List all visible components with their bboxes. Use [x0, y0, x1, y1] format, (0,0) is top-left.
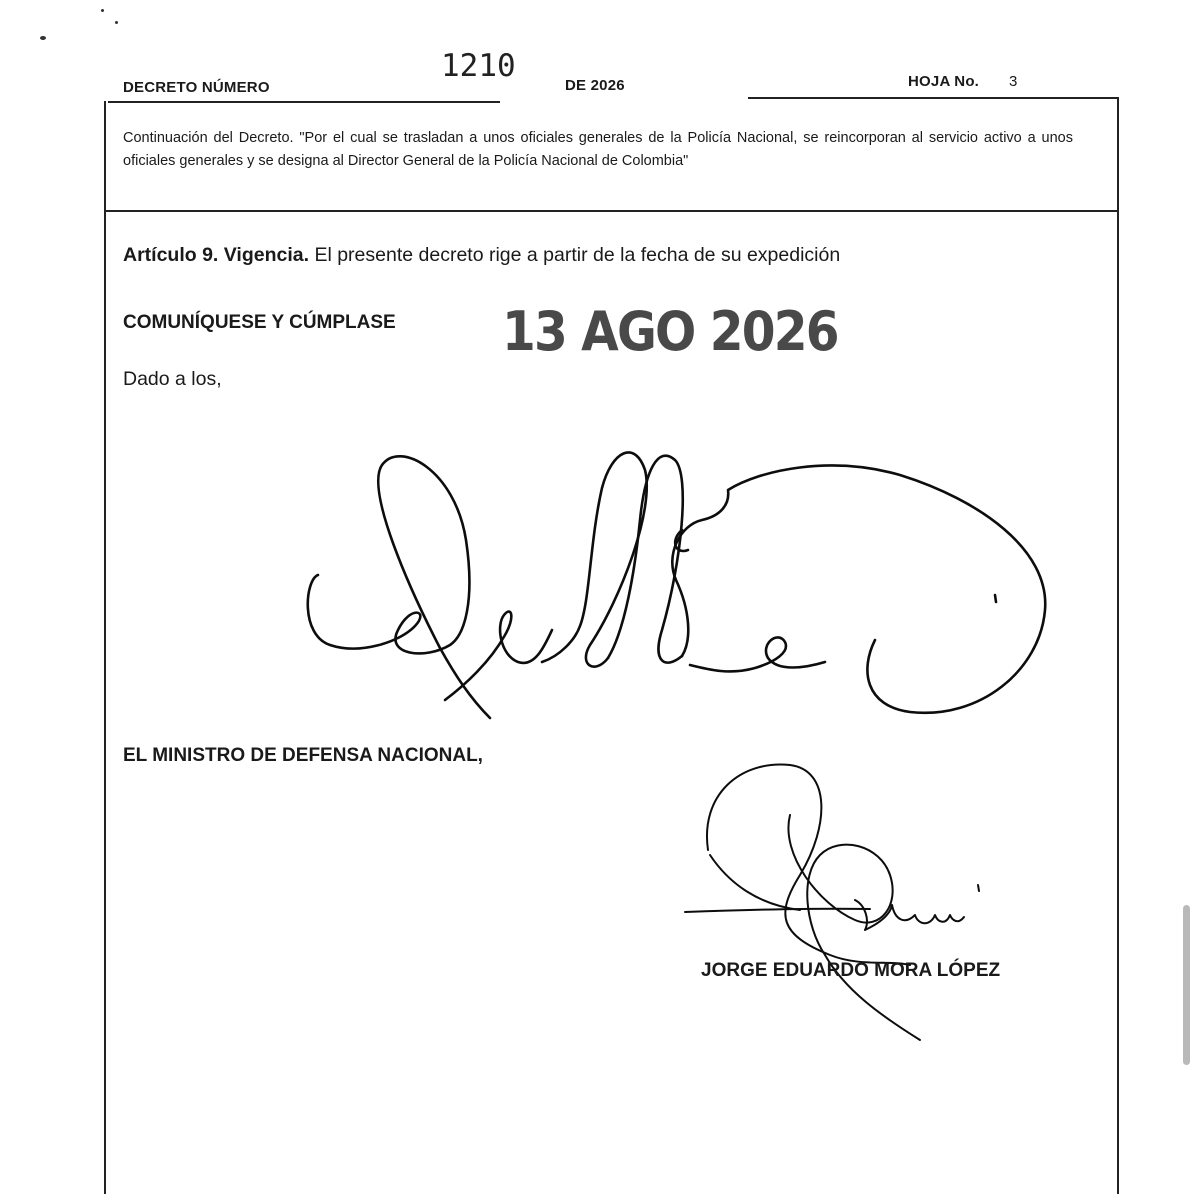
- continuation-text: Continuación del Decreto. "Por el cual se trasladan a unos oficiales generales de la Policía Nacional, se reincorporan al servicio activo a unos oficiales generales y se designa al Director General de la Policía Nacional de Colombia": [123, 130, 1073, 169]
- article-heading: Artículo 9. Vigencia.: [123, 244, 310, 266]
- frame-right: [1117, 97, 1119, 1194]
- continuation-divider: [104, 210, 1119, 212]
- header-divider-right: [748, 97, 1118, 99]
- header-divider-left: [108, 101, 500, 103]
- decree-label: DECRETO NÚMERO: [123, 79, 270, 96]
- scan-speck: [40, 36, 46, 40]
- sheet-number: 3: [1009, 73, 1018, 90]
- scan-speck: [101, 9, 104, 12]
- minister-title: EL MINISTRO DE DEFENSA NACIONAL,: [123, 745, 483, 766]
- scan-speck: [115, 21, 118, 24]
- decree-number: 1210: [441, 48, 516, 84]
- president-signature-icon: [290, 430, 1070, 730]
- comuniquese-heading: COMUNÍQUESE Y CÚMPLASE: [123, 312, 396, 333]
- vertical-scrollbar[interactable]: [1183, 905, 1190, 1065]
- frame-left: [104, 101, 106, 1194]
- dado-text: Dado a los,: [123, 368, 222, 390]
- year-label: DE 2026: [565, 77, 625, 94]
- sheet-label: HOJA No.: [908, 73, 980, 90]
- date-stamp: 13 AGO 2026: [502, 300, 838, 363]
- article-9: [123, 244, 840, 267]
- minister-name: JORGE EDUARDO MORA LÓPEZ: [701, 960, 1001, 981]
- minister-signature-icon: [680, 755, 1000, 1055]
- article-text: El presente decreto rige a partir de la fecha de su expedición: [309, 244, 841, 266]
